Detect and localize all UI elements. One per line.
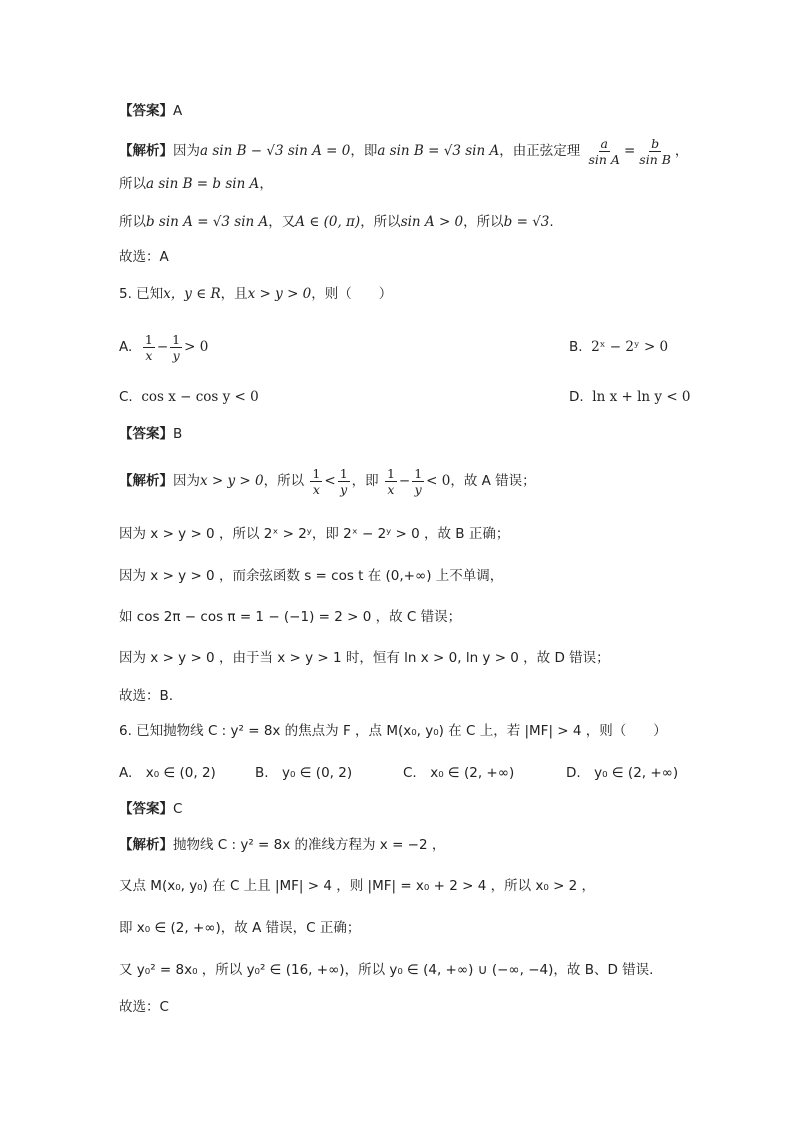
- equation: b = √3: [503, 214, 550, 230]
- q5-option-b: B. 2ˣ − 2ʸ > 0: [569, 339, 669, 355]
- q5-option-d: D. ln x + ln y < 0: [569, 389, 691, 405]
- q6-answer-line: 【答案】C: [119, 801, 183, 817]
- fraction-a-over-sinA: $\frac{a}{\text{sin A}}$: [588, 136, 620, 167]
- q4-analysis-line-3: 所以b sin A = √3 sin A，又A ∈ (0, π)，所以sin A > 0，所以b = √3.: [119, 214, 554, 230]
- q5-analysis-line-1: 【解析】因为x > y > 0，所以 $\frac{1}{x}$ < $\frac{1}{y}$ ，即 $\frac{1}{x}$ − $\frac{1}{y}$ < 0，故 A 错误；: [119, 466, 536, 497]
- q5-answer-line: 【答案】B: [119, 426, 183, 442]
- q4-answer-line: [119, 101, 182, 121]
- equation: b sin A = √3 sin A: [146, 214, 269, 230]
- fraction-b-over-sinB: $\frac{b}{\text{sin B}}$: [639, 136, 671, 167]
- q5-option-c: C. cos x − cos y < 0: [119, 389, 259, 405]
- q4-analysis-line-1: 【解析】因为a sin B − √3 sin A = 0，即a sin B = √3 sin A，由正弦定理 $\frac{a}{\text{sin A}}$ = $\frac{b}{\text{sin B}}$ ，: [119, 136, 689, 167]
- q6-option-a: A. x₀ ∈ (0, 2): [119, 765, 216, 781]
- equation: A ∈ (0, π): [295, 214, 361, 230]
- answer-tag: 【答案】: [119, 103, 173, 119]
- equation: sin A > 0: [400, 214, 464, 230]
- q5-analysis-line-2: 因为 x > y > 0 ，所以 2ˣ > 2ʸ，即 2ˣ − 2ʸ > 0 ，故 B 正确；: [119, 526, 510, 542]
- analysis-tag: 【解析】: [119, 143, 173, 159]
- q6-analysis-line-1: 【解析】抛物线 C : y² = 8x 的准线方程为 x = −2 ，: [119, 837, 446, 853]
- q5-analysis-line-3: 因为 x > y > 0 ，而余弦函数 s = cos t 在 (0,+∞) 上不单调，: [119, 568, 504, 584]
- equation: a sin B = b sin A: [146, 176, 260, 192]
- q5-analysis-line-5: 因为 x > y > 0 ，由于当 x > y > 1 时，恒有 ln x > 0, ln y > 0 ，故 D 错误；: [119, 650, 610, 666]
- q6-analysis-line-3: 即 x₀ ∈ (2, +∞)，故 A 错误，C 正确；: [119, 920, 361, 936]
- q5-analysis-line-4: 如 cos 2π − cos π = 1 − (−1) = 2 > 0 ，故 C 错误；: [119, 609, 462, 625]
- q6-choose: 故选：C: [119, 999, 169, 1015]
- q6-analysis-line-2: 又点 M(x₀, y₀) 在 C 上且 |MF| > 4 ，则 |MF| = x₀ + 2 > 4 ，所以 x₀ > 2 ，: [119, 878, 596, 894]
- answer-value: A: [173, 103, 183, 119]
- q4-choose: 故选：A: [119, 249, 169, 265]
- q4-analysis-line-2: 所以a sin B = b sin A，: [119, 176, 273, 192]
- q6-option-c: C. x₀ ∈ (2, +∞): [403, 765, 515, 781]
- q6-analysis-line-4: 又 y₀² = 8x₀ ，所以 y₀² ∈ (16, +∞)，所以 y₀ ∈ (4, +∞) ∪ (−∞, −4)，故 B、D 错误.: [119, 962, 654, 978]
- q5-option-a: A. $\frac{1}{x}$ − $\frac{1}{y}$ > 0: [119, 332, 209, 363]
- q6-option-b: B. y₀ ∈ (0, 2): [255, 765, 353, 781]
- equation: a sin B = √3 sin A: [377, 143, 500, 159]
- equation: a sin B − √3 sin A = 0: [200, 143, 351, 159]
- q5-stem: 5. 已知x，y ∈ R，且x > y > 0，则（ ）: [119, 286, 393, 302]
- q6-stem: 6. 已知抛物线 C : y² = 8x 的焦点为 F ，点 M(x₀, y₀) 在 C 上，若 |MF| > 4 ，则（ ）: [119, 723, 667, 739]
- q5-choose: 故选：B.: [119, 688, 174, 704]
- q6-option-d: D. y₀ ∈ (2, +∞): [566, 765, 679, 781]
